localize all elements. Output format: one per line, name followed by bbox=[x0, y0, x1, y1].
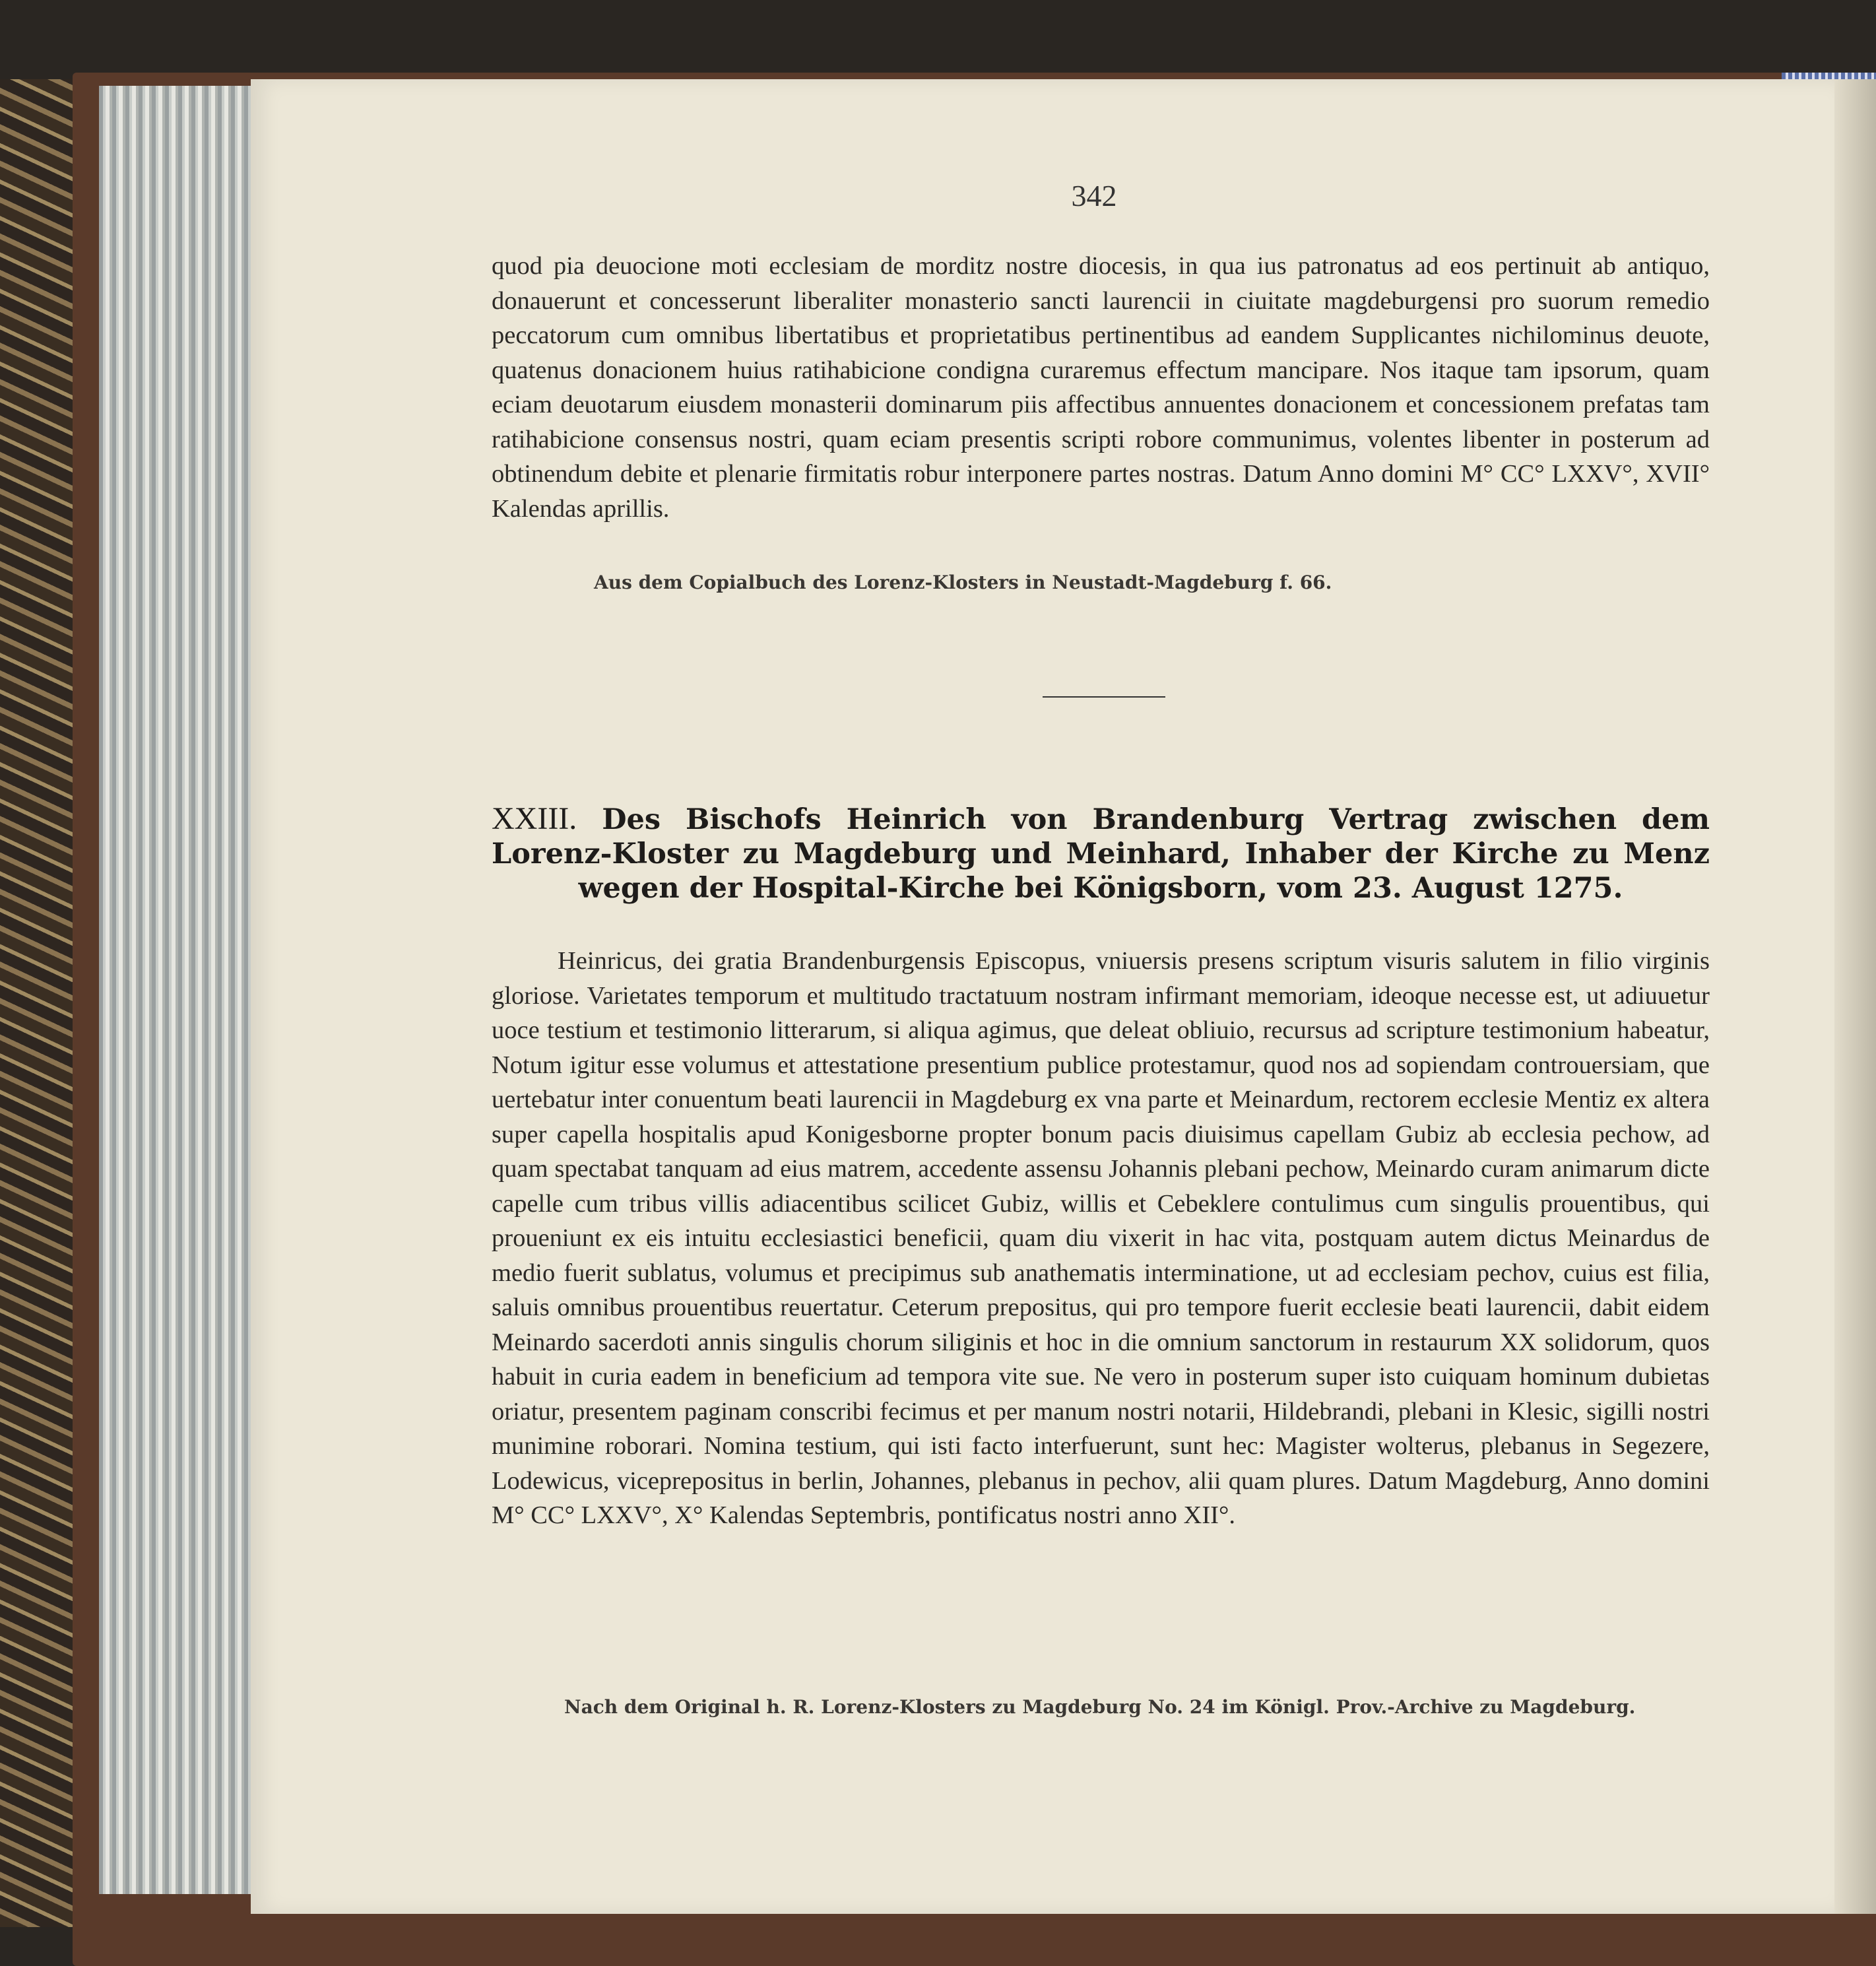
section-divider bbox=[1043, 696, 1165, 698]
document-b-source: Nach dem Original h. R. Lorenz-Klosters zu Magdeburg No. 24 im Königl. Prov.-Archive zu Magdeburg. bbox=[564, 1696, 1636, 1718]
marbled-board bbox=[0, 79, 73, 1927]
document-title: Des Bischofs Heinrich von Brandenburg Vertrag zwischen dem Lorenz-Kloster zu Magdeburg und Meinhard, Inhaber der Kirche zu Menz wegen der Hospital-Kirche bei Königsborn, vom 23. August 1275. bbox=[492, 803, 1710, 905]
document-a-source: Aus dem Copialbuch des Lorenz-Klosters in Neustadt-Magdeburg f. 66. bbox=[594, 572, 1332, 593]
page-gutter bbox=[1834, 79, 1876, 1914]
document-b-heading bbox=[492, 802, 1710, 905]
document-b-text bbox=[492, 944, 1710, 1533]
page-number: 342 bbox=[1071, 179, 1117, 213]
document-a-body: quod pia deuocione moti ecclesiam de morditz nostre diocesis, in qua ius patronatus ad eos pertinuit ab antiquo, donauerunt et concesserunt liberaliter monasterio sancti laurencii in ciuitate magdeburgensi pro suorum remedio peccatorum cum omnibus libertatibus et proprietatibus pertinentibus ad eandem Supplicantes nichilominus deuote, quatenus donacionem huius ratihabicione condigna curaremus effectum mancipare. Nos itaque tam ipsorum, quam eciam deuotarum eiusdem monasterii dominarum piis affectibus annuentes donacionem et concessionem prefatas tam ratihabicione consensus nostri, quam eciam presentis scripti robore communimus, volentes libenter in posterum ad obtinendum debite et plenarie firmitatis robur interponere partes nostras. Datum Anno domini M° CC° LXXV°, XVII° Kalendas aprillis. bbox=[492, 252, 1710, 523]
document-b-body-text: Heinricus, dei gratia Brandenburgensis Episcopus, vniuersis presens scriptum visuris salutem in filio virginis gloriose. Varietates temporum et multitudo tractatuum nostram infirmant memoriam, ideoque necesse est, ut adiuuetur uoce testium et testimonio litterarum, si aliqua agimus, que deleat obliuio, recursus ad scripture testimonium habeatur, Notum igitur esse volumus et attestatione presentium publice protestamur, quod nos ad sopiendam controuersiam, que uertebatur inter conuentum beati laurencii in Magdeburg ex vna parte et Meinardum, rectorem ecclesie Mentiz ex altera super capella hospitalis apud Konigesborne propter bonum pacis diuisimus capellam Gubiz ab ecclesia pechow, ad quam spectabat tanquam ad eius matrem, accedente assensu Johannis plebani pechow, Meinardo curam animarum dicte capelle cum tribus villis adiacentibus scilicet Gubiz, willis et Cebeklere contulimus cum singulis prouentibus, qui proueniunt ex eis intuitu ecclesiastici beneficii, quam diu vixerit in hac vita, postquam autem dictus Meinardus de medio fuerit sublatus, volumus et precipimus sub anathematis interminatione, ut ad ecclesiam pechov, cuius est filia, saluis omnibus prouentibus reuertatur. Ceterum prepositus, qui pro tempore fuerit ecclesie beati laurencii, dabit eidem Meinardo sacerdoti annis singulis chorum siliginis et hoc in die omnium sanctorum in restaurum XX solidorum, quos habuit in curia eadem in beneficium ad tempora vite sue. Ne vero in posterum super isto cuiquam hominum dubietas oriatur, presentem paginam conscribi fecimus et per manum nostri notarii, Hildebrandi, plebani in Klesic, sigilli nostri munimine roborari. Nomina testium, qui isti facto interfuerunt, sunt hec: Magister wolterus, plebanus in Segezere, Lodewicus, viceprepositus in berlin, Johannes, plebanus in pechov, alii quam plures. Datum Magdeburg, Anno domini M° CC° LXXV°, X° Kalendas Septembris, pontificatus nostri anno XII°. bbox=[492, 947, 1710, 1529]
document-b-body bbox=[492, 944, 1710, 1533]
document-a-text bbox=[492, 249, 1710, 526]
page-edges bbox=[99, 86, 257, 1894]
document-number: XXIII. bbox=[492, 801, 577, 836]
